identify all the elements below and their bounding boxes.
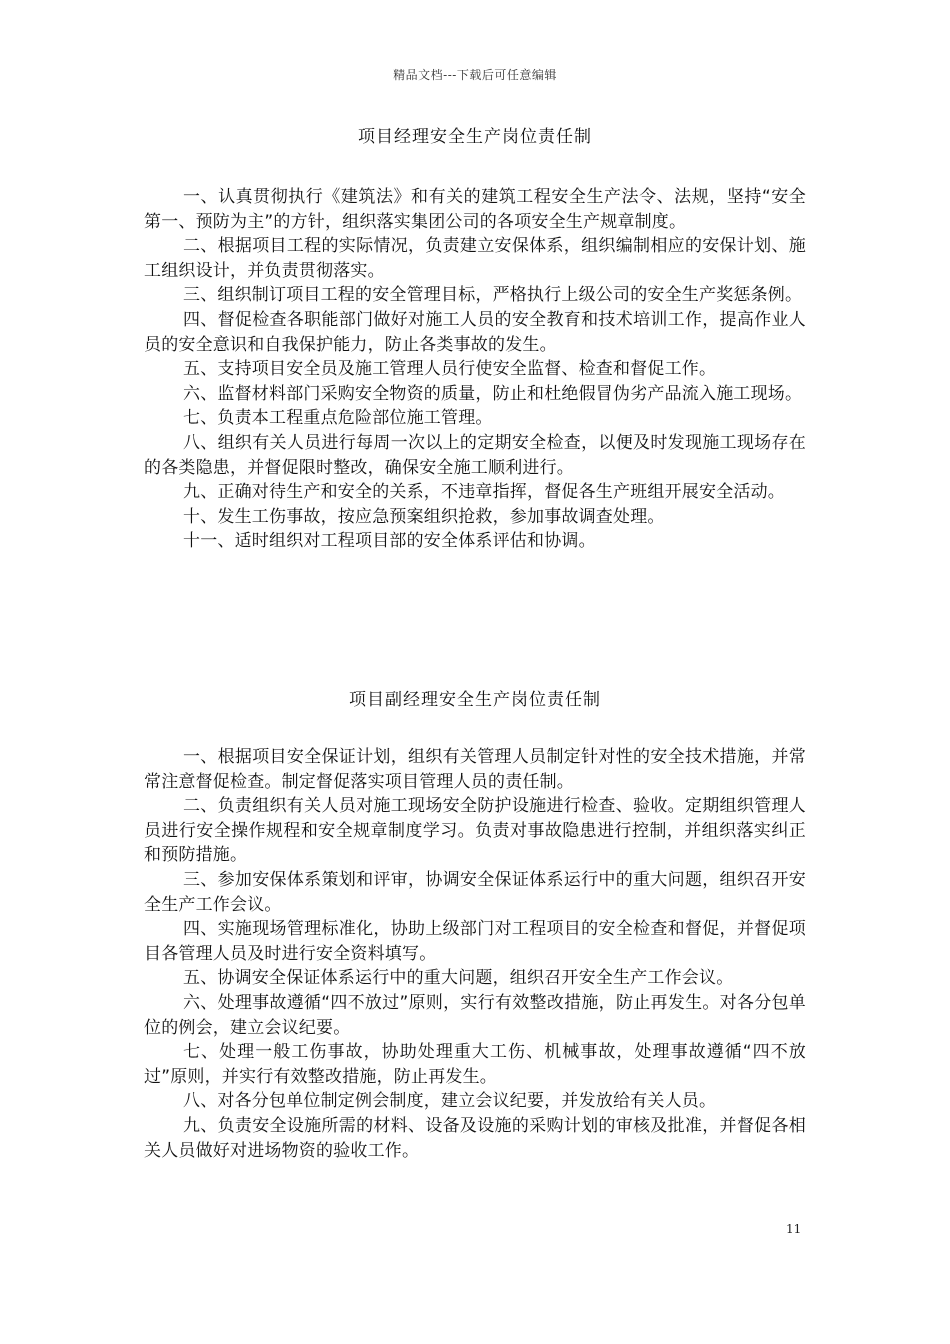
page-header: 精品文档---下载后可任意编辑 xyxy=(393,68,557,82)
section-title: 项目副经理安全生产岗位责任制 xyxy=(349,690,601,710)
section-body xyxy=(144,185,806,554)
section-title: 项目经理安全生产岗位责任制 xyxy=(358,127,592,147)
paragraph: 七、处理一般工伤事故，协助处理重大工伤、机械事故，处理事故遵循“四不放过”原则，并实行有效整改措施，防止再发生。 xyxy=(144,1042,806,1087)
paragraph: 八、组织有关人员进行每周一次以上的定期安全检查，以便及时发现施工现场存在的各类隐患，并督促限时整改，确保安全施工顺利进行。 xyxy=(144,432,806,478)
paragraph: 三、组织制订项目工程的安全管理目标，严格执行上级公司的安全生产奖惩条例。 xyxy=(183,285,803,306)
paragraph: 八、对各分包单位制定例会制度，建立会议纪要，并发放给有关人员。 xyxy=(183,1091,717,1112)
paragraph: 二、负责组织有关人员对施工现场安全防护设施进行检查、验收。定期组织管理人员进行安全操作规程和安全规章制度学习。负责对事故隐患进行控制，并组织落实纠正和预防措施。 xyxy=(144,796,806,866)
section-body xyxy=(144,745,806,1163)
paragraph: 六、监督材料部门采购安全物资的质量，防止和杜绝假冒伪劣产品流入施工现场。 xyxy=(183,383,803,404)
paragraph: 一、认真贯彻执行《建筑法》和有关的建筑工程安全生产法令、法规，坚持“安全第一、预防为主”的方针，组织落实集团公司的各项安全生产规章制度。 xyxy=(144,187,806,232)
paragraph: 六、处理事故遵循“四不放过”原则，实行有效整改措施，防止再发生。对各分包单位的例会，建立会议纪要。 xyxy=(144,992,806,1038)
paragraph: 七、负责本工程重点危险部位施工管理。 xyxy=(183,408,493,429)
paragraph: 十一、适时组织对工程项目部的安全体系评估和协调。 xyxy=(183,531,596,552)
paragraph: 九、正确对待生产和安全的关系，不违章指挥，督促各生产班组开展安全活动。 xyxy=(183,482,785,503)
paragraph: 五、支持项目安全员及施工管理人员行使安全监督、检查和督促工作。 xyxy=(183,359,717,380)
paragraph: 四、实施现场管理标准化，协助上级部门对工程项目的安全检查和督促，并督促项目各管理人员及时进行安全资料填写。 xyxy=(144,919,806,964)
paragraph: 二、根据项目工程的实际情况，负责建立安保体系，组织编制相应的安保计划、施工组织设计，并负责贯彻落实。 xyxy=(144,236,806,281)
paragraph: 四、督促检查各职能部门做好对施工人员的安全教育和技术培训工作，提高作业人员的安全意识和自我保护能力，防止各类事故的发生。 xyxy=(144,309,806,355)
paragraph: 十、发生工伤事故，按应急预案组织抢救，参加事故调查处理。 xyxy=(183,506,665,527)
paragraph: 九、负责安全设施所需的材料、设备及设施的采购计划的审核及批准，并督促各相关人员做好对进场物资的验收工作。 xyxy=(144,1115,806,1161)
paragraph: 三、参加安保体系策划和评审，协调安全保证体系运行中的重大问题，组织召开安全生产工作会议。 xyxy=(144,869,806,915)
paragraph: 五、协调安全保证体系运行中的重大问题，组织召开安全生产工作会议。 xyxy=(183,968,734,989)
paragraph: 一、根据项目安全保证计划，组织有关管理人员制定针对性的安全技术措施，并常常注意督促检查。制定督促落实项目管理人员的责任制。 xyxy=(144,747,806,792)
page-number: 11 xyxy=(786,1222,802,1236)
